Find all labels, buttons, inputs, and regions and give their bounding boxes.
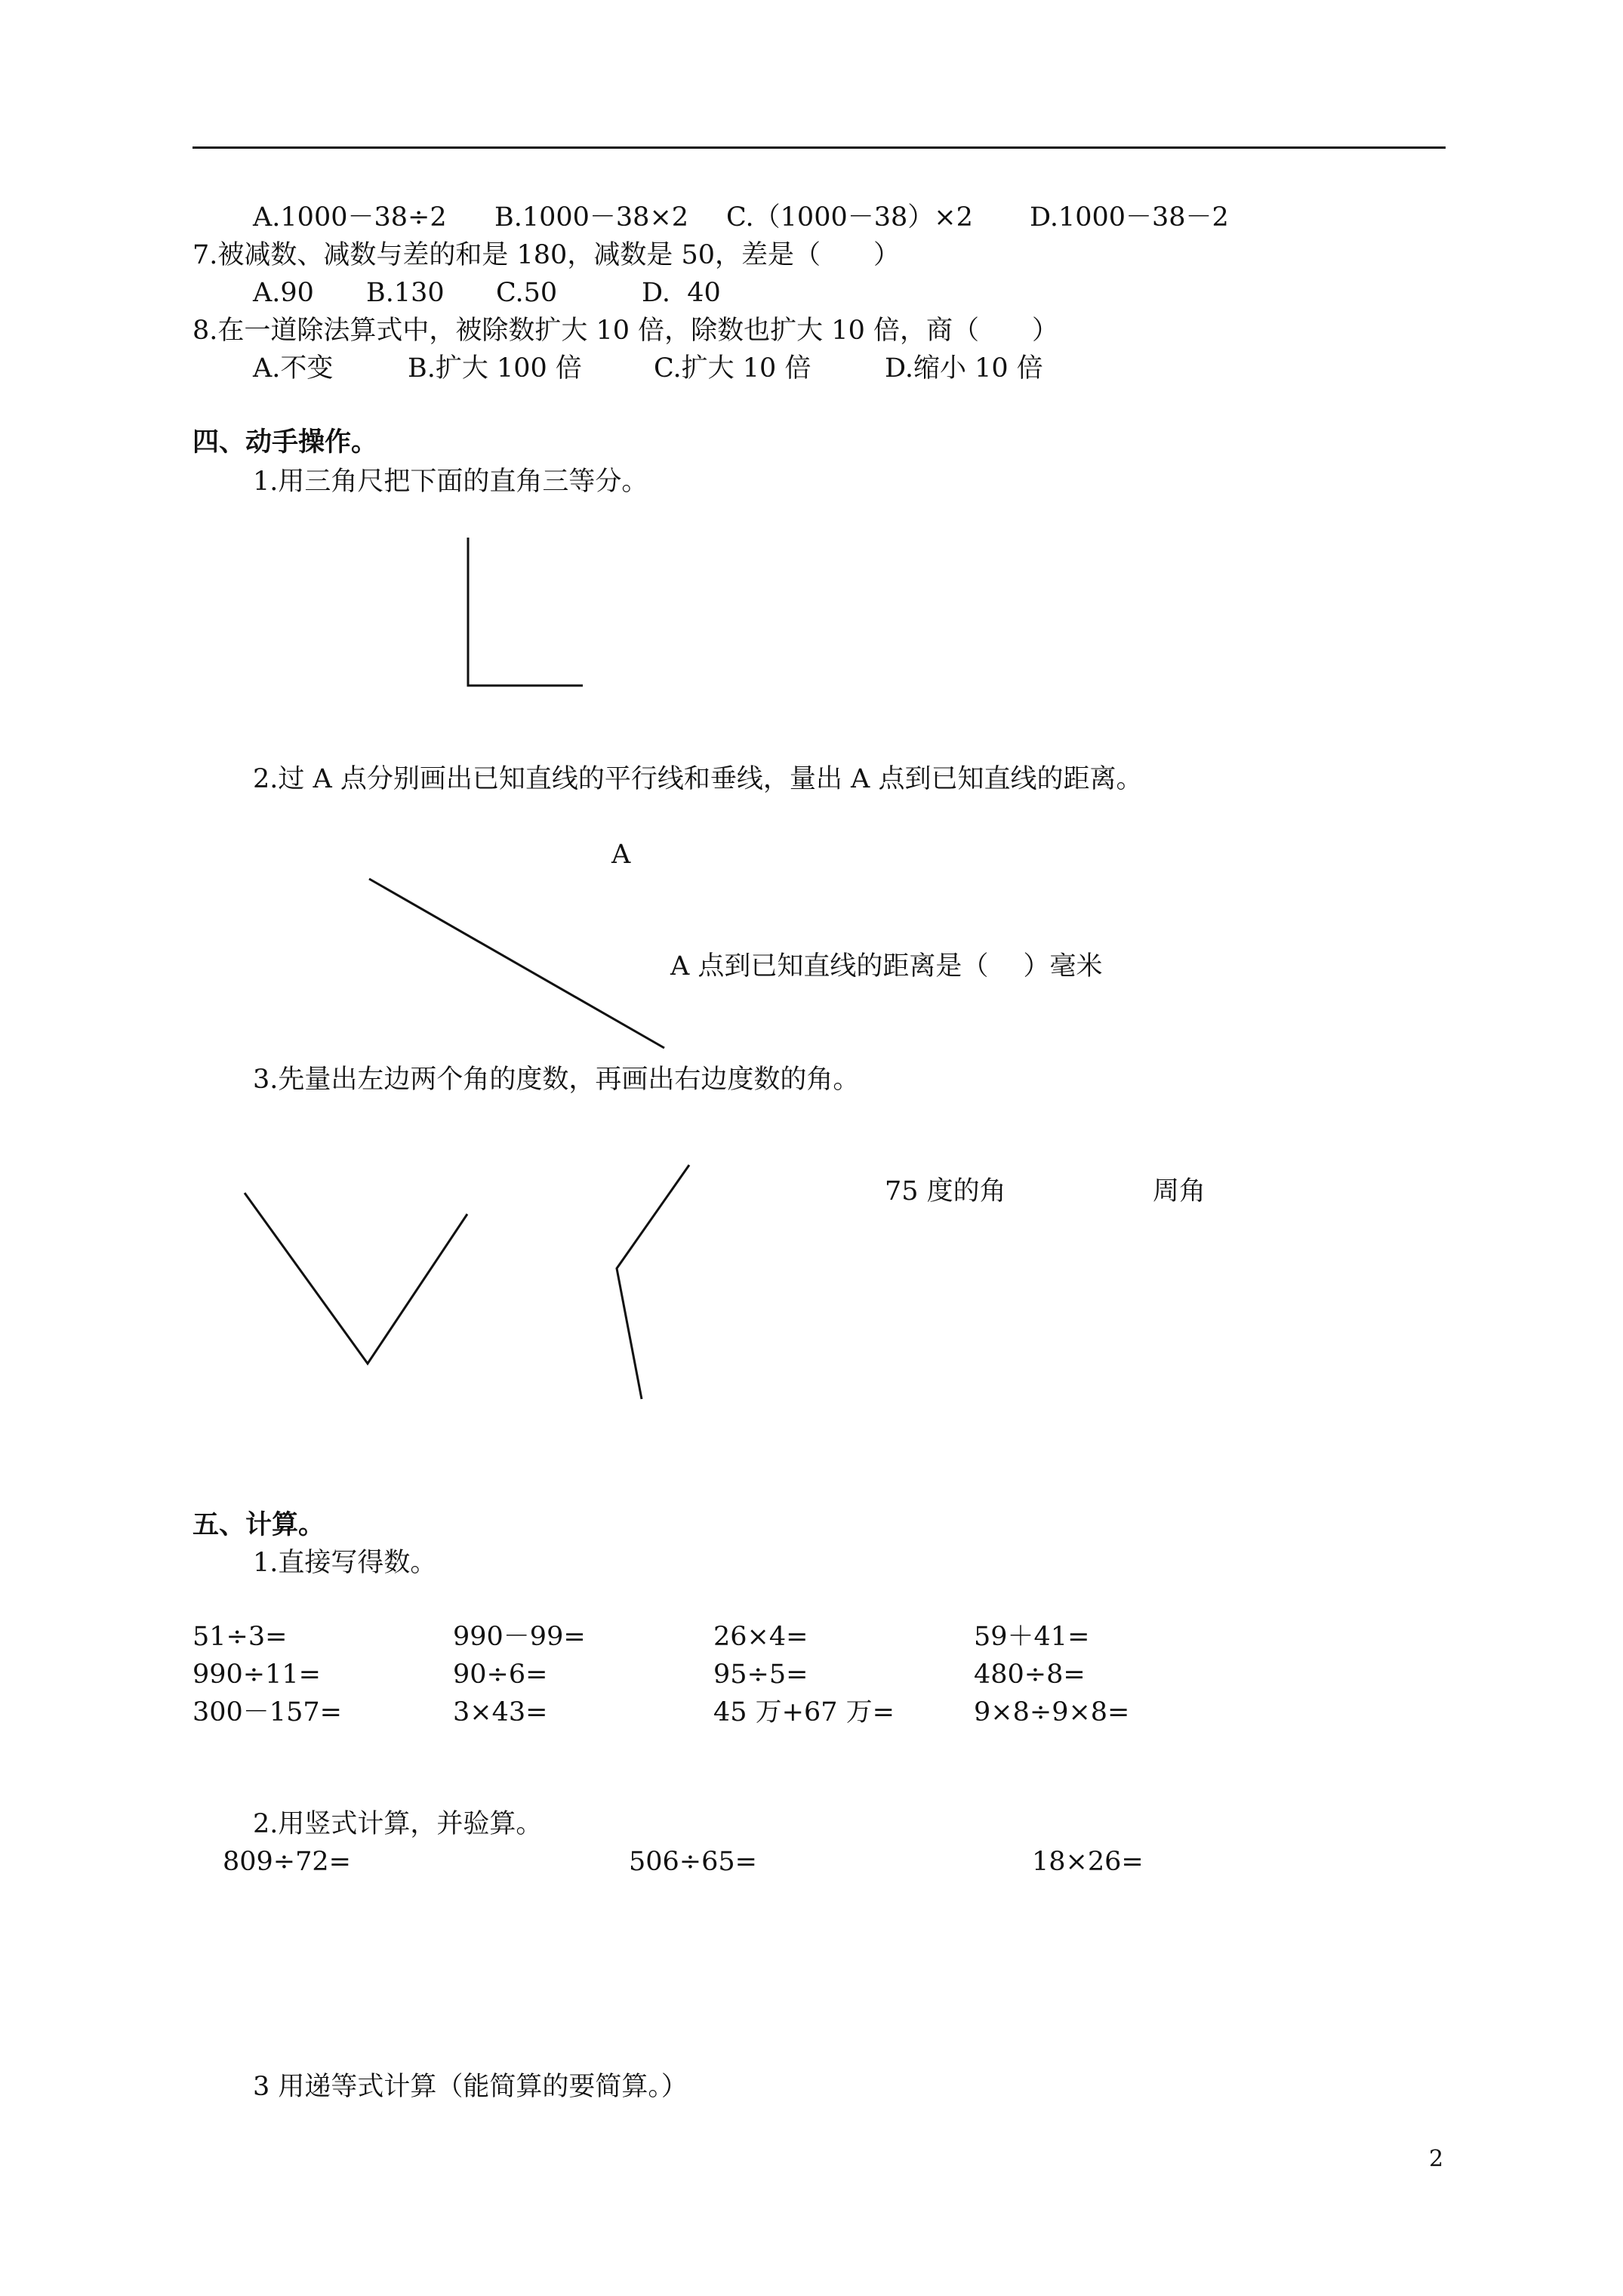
direct-calc-item: 990÷11= — [192, 1660, 321, 1690]
q8-stem: 8.在一道除法算式中，被除数扩大 10 倍，除数也扩大 10 倍，商（ ） — [192, 316, 1058, 346]
section4-task2: 2.过 A 点分别画出已知直线的平行线和垂线，量出 A 点到已知直线的距离。 — [253, 764, 1143, 794]
q7-option-a: A.90 — [253, 278, 314, 308]
angle-figure-1 — [245, 1193, 467, 1364]
section5-task1: 1.直接写得数。 — [253, 1548, 437, 1578]
right-angle-figure — [468, 538, 583, 686]
direct-calc-item: 300－157= — [192, 1697, 342, 1727]
vertical-calc-item: 18×26= — [1032, 1847, 1144, 1877]
page-number: 2 — [1429, 2146, 1444, 2172]
point-a-label: A — [611, 840, 631, 870]
q8-option-a: A.不变 — [253, 353, 334, 384]
direct-calc-item: 51÷3= — [192, 1622, 288, 1652]
direct-calc-item: 480÷8= — [974, 1660, 1086, 1690]
q8-option-c: C.扩大 10 倍 — [654, 353, 812, 384]
section4-heading: 四、动手操作。 — [192, 427, 378, 458]
direct-calc-item: 9×8÷9×8= — [974, 1697, 1130, 1727]
q7-option-c: C.50 — [496, 278, 558, 308]
q6-option-c: C.（1000－38）×2 — [726, 202, 973, 233]
q8-option-b: B.扩大 100 倍 — [408, 353, 582, 384]
q6-option-b: B.1000－38×2 — [494, 202, 689, 233]
section5-task2: 2.用竖式计算，并验算。 — [253, 1809, 543, 1839]
q8-option-d: D.缩小 10 倍 — [885, 353, 1043, 384]
section4-task1: 1.用三角尺把下面的直角三等分。 — [253, 467, 648, 497]
vertical-calc-item: 809÷72= — [223, 1847, 351, 1877]
full-angle-label: 周角 — [1153, 1176, 1206, 1207]
vertical-calc-item: 506÷65= — [629, 1847, 757, 1877]
distance-answer-text: A 点到已知直线的距离是（ ）毫米 — [670, 951, 1103, 982]
direct-calc-item: 3×43= — [453, 1697, 548, 1727]
direct-calc-item: 90÷6= — [453, 1660, 548, 1690]
q7-option-b: B.130 — [366, 278, 445, 308]
direct-calc-item: 95÷5= — [713, 1660, 808, 1690]
direct-calc-item: 59＋41= — [974, 1622, 1090, 1652]
angle-figure-2 — [617, 1165, 689, 1399]
q6-option-d: D.1000－38－2 — [1030, 202, 1229, 233]
angle-75-label: 75 度的角 — [885, 1176, 1006, 1207]
section5-heading: 五、计算。 — [192, 1509, 325, 1540]
given-line — [369, 879, 664, 1048]
q7-option-d: D. 40 — [642, 278, 721, 308]
section4-task3: 3.先量出左边两个角的度数，再画出右边度数的角。 — [253, 1065, 860, 1095]
q6-option-a: A.1000－38÷2 — [253, 202, 447, 233]
direct-calc-item: 990－99= — [453, 1622, 586, 1652]
q7-stem: 7.被减数、减数与差的和是 180，减数是 50，差是（ ） — [192, 240, 900, 270]
direct-calc-item: 45 万+67 万= — [713, 1697, 895, 1727]
section5-task3: 3 用递等式计算（能简算的要简算。） — [253, 2072, 688, 2102]
direct-calc-item: 26×4= — [713, 1622, 808, 1652]
